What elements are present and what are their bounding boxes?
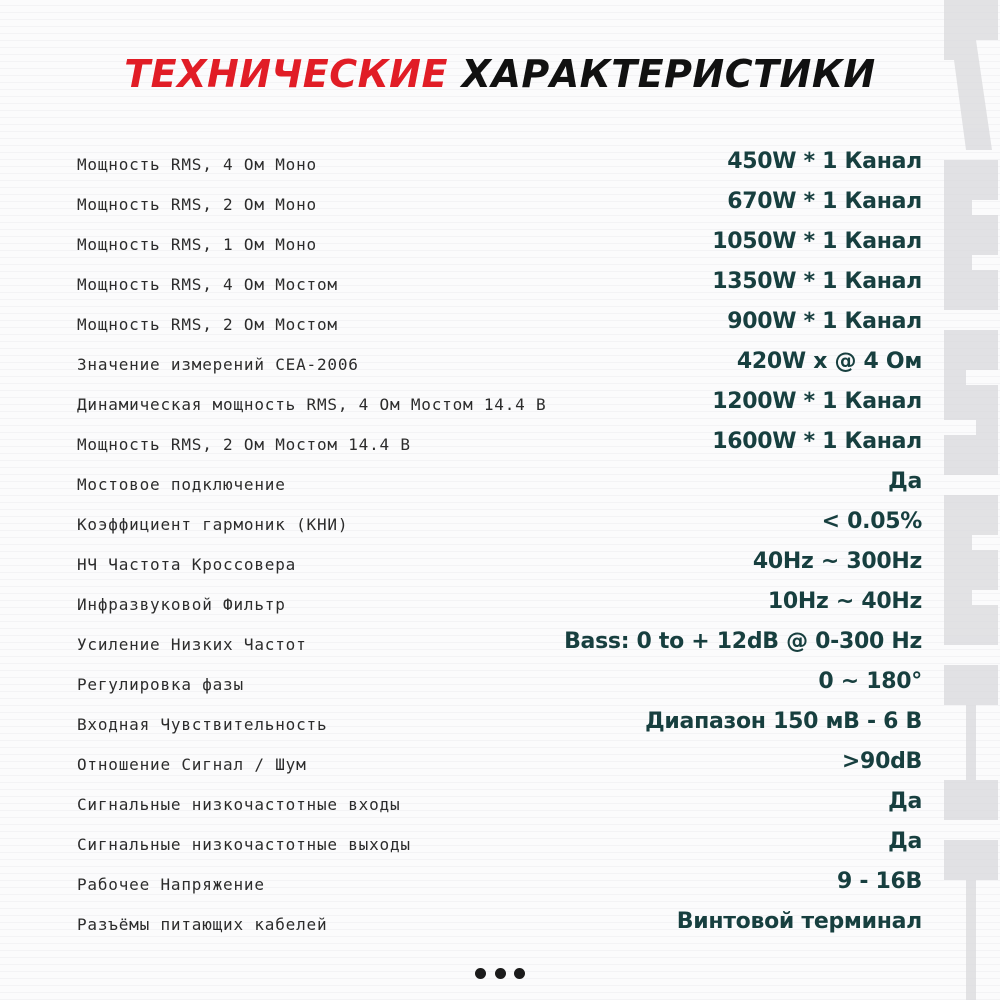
spec-value: 1350W * 1 Канал: [712, 269, 922, 294]
spec-row: [0, 185, 1000, 225]
spec-value: 450W * 1 Канал: [727, 149, 922, 174]
spec-value: 0 ~ 180°: [818, 669, 922, 694]
spec-value: 1050W * 1 Канал: [712, 229, 922, 254]
spec-label: Мощность RMS, 2 Ом Моно: [77, 195, 317, 214]
spec-label: Динамическая мощность RMS, 4 Ом Мостом 14.4 В: [77, 395, 547, 414]
spec-label: Отношение Сигнал / Шум: [77, 755, 307, 774]
spec-row: [0, 545, 1000, 585]
spec-label: Коэффициент гармоник (КНИ): [77, 515, 349, 534]
spec-row: [0, 505, 1000, 545]
spec-row: [0, 865, 1000, 905]
spec-row: [0, 425, 1000, 465]
spec-value: 1600W * 1 Канал: [712, 429, 922, 454]
spec-row: [0, 585, 1000, 625]
spec-value: 10Hz ~ 40Hz: [767, 589, 922, 614]
spec-label: Мощность RMS, 1 Ом Моно: [77, 235, 317, 254]
spec-row: [0, 305, 1000, 345]
spec-row: [0, 265, 1000, 305]
spec-value: < 0.05%: [821, 509, 922, 534]
spec-label: Мощность RMS, 2 Ом Мостом 14.4 В: [77, 435, 411, 454]
spec-row: [0, 225, 1000, 265]
spec-value: 420W x @ 4 Ом: [736, 349, 922, 374]
spec-value: Да: [888, 789, 922, 814]
spec-label: Инфразвуковой Фильтр: [77, 595, 286, 614]
spec-label: Рабочее Напряжение: [77, 875, 265, 894]
spec-row: [0, 145, 1000, 185]
spec-row: [0, 825, 1000, 865]
spec-value: Диапазон 150 мВ - 6 В: [645, 709, 922, 734]
page-title: [0, 52, 1000, 96]
spec-value: Винтовой терминал: [676, 909, 922, 934]
spec-label: Сигнальные низкочастотные выходы: [77, 835, 411, 854]
spec-label: Мощность RMS, 4 Ом Моно: [77, 155, 317, 174]
spec-row: [0, 785, 1000, 825]
spec-label: Мощность RMS, 4 Ом Мостом: [77, 275, 338, 294]
spec-value: >90dB: [841, 749, 922, 774]
dot-icon: [495, 968, 506, 979]
spec-row: [0, 345, 1000, 385]
spec-value: 670W * 1 Канал: [727, 189, 922, 214]
spec-row: [0, 465, 1000, 505]
spec-label: Мостовое подключение: [77, 475, 286, 494]
spec-value: Да: [888, 469, 922, 494]
title-highlight: ТЕХНИЧЕСКИЕ: [124, 52, 448, 96]
spec-label: Регулировка фазы: [77, 675, 244, 694]
dot-icon: [514, 968, 525, 979]
spec-value: Bass: 0 to + 12dB @ 0-300 Hz: [564, 629, 922, 654]
spec-row: [0, 625, 1000, 665]
spec-label: Разъёмы питающих кабелей: [77, 915, 328, 934]
spec-value: Да: [888, 829, 922, 854]
spec-row: [0, 385, 1000, 425]
title-main: ХАРАКТЕРИСТИКИ: [461, 52, 876, 96]
spec-row: [0, 745, 1000, 785]
spec-value: 1200W * 1 Канал: [712, 389, 922, 414]
spec-value: 9 - 16В: [836, 869, 922, 894]
spec-row: [0, 705, 1000, 745]
spec-label: Мощность RMS, 2 Ом Мостом: [77, 315, 338, 334]
spec-label: НЧ Частота Кроссовера: [77, 555, 297, 574]
spec-row: [0, 665, 1000, 705]
spec-label: Усиление Низких Частот: [77, 635, 307, 654]
spec-label: Входная Чувствительность: [77, 715, 328, 734]
spec-value: 900W * 1 Канал: [727, 309, 922, 334]
spec-row: [0, 905, 1000, 945]
dot-icon: [475, 968, 486, 979]
spec-label: Сигнальные низкочастотные входы: [77, 795, 401, 814]
spec-value: 40Hz ~ 300Hz: [752, 549, 922, 574]
more-dots-icon[interactable]: [475, 966, 525, 980]
spec-label: Значение измерений CEA-2006: [77, 355, 359, 374]
